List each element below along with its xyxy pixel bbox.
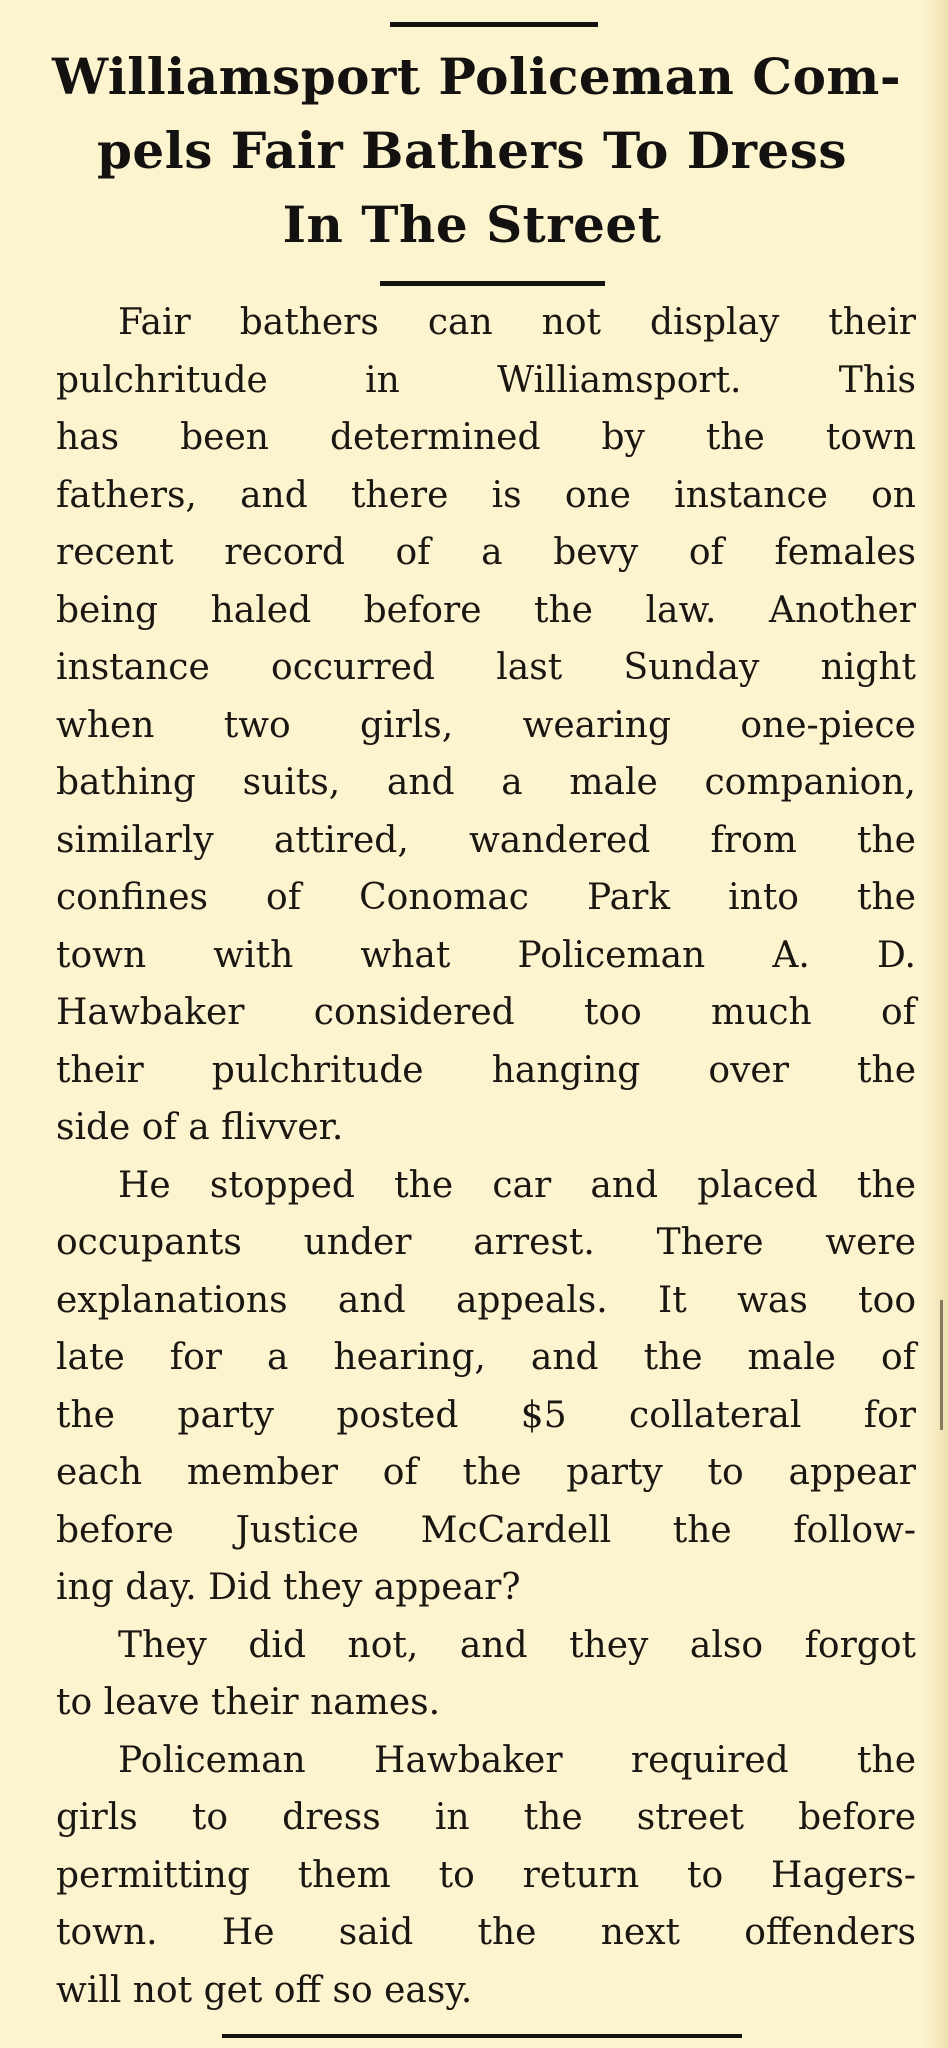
article-line: before Justice McCardell the follow- xyxy=(56,1509,916,1551)
article-line: town. He said the next offenders xyxy=(56,1912,916,1953)
adjacent-column-fragment xyxy=(940,1300,943,1430)
article-line: pulchritude in Williamsport. This xyxy=(56,359,916,401)
headline-line: In The Street xyxy=(282,195,662,254)
article-line: explanations and appeals. It was too xyxy=(56,1279,916,1321)
article-line: permitting them to return to Hagers- xyxy=(56,1854,916,1896)
headline-line: Williamsport Policeman Com- xyxy=(52,47,902,106)
article-line: town with what Policeman A. D. xyxy=(56,934,916,976)
article-paragraph xyxy=(56,1732,916,2020)
article-line: being haled before the law. Another xyxy=(56,589,916,631)
article-line: their pulchritude hanging over the xyxy=(56,1049,916,1091)
article-line: recent record of a bevy of females xyxy=(56,532,916,573)
article-line: Fair bathers can not display their xyxy=(118,302,916,343)
article-line: bathing suits, and a male companion, xyxy=(56,762,916,803)
article-line: fathers, and there is one instance on xyxy=(56,474,916,516)
article-line: has been determined by the town xyxy=(56,417,916,458)
article-line: the party posted $5 collateral for xyxy=(56,1394,916,1436)
headline-top-rule xyxy=(390,22,598,27)
article-paragraph xyxy=(56,294,916,1157)
article-line: occupants under arrest. There were xyxy=(56,1222,916,1263)
article-line: girls to dress in the street before xyxy=(56,1797,916,1838)
article-line: He stopped the car and placed the xyxy=(118,1164,916,1206)
article-paragraph xyxy=(56,1157,916,1617)
article-line: late for a hearing, and the male of xyxy=(56,1337,916,1378)
article-line: confines of Conomac Park into the xyxy=(56,877,916,918)
article-line: They did not, and they also forgot xyxy=(118,1624,916,1666)
article-line: similarly attired, wandered from the xyxy=(56,819,916,861)
headline-bottom-rule xyxy=(380,281,605,286)
article-line: Policeman Hawbaker required the xyxy=(118,1739,916,1781)
article-bottom-rule xyxy=(222,2034,742,2038)
article-line: instance occurred last Sunday night xyxy=(56,647,916,688)
article-line: Hawbaker considered too much of xyxy=(56,992,916,1033)
article-body xyxy=(56,294,916,2019)
article-line: will not get off so easy. xyxy=(56,1969,473,2011)
article-line: ing day. Did they appear? xyxy=(56,1567,521,1608)
article-line: when two girls, wearing one-piece xyxy=(56,704,916,746)
article-paragraph xyxy=(56,1617,916,1732)
article-line: to leave their names. xyxy=(56,1682,441,1723)
article-line: side of a flivver. xyxy=(56,1107,344,1148)
page-edge-shadow xyxy=(926,0,948,2048)
article-line: each member of the party to appear xyxy=(56,1452,916,1493)
headline xyxy=(52,40,902,262)
headline-line: pels Fair Bathers To Dress xyxy=(96,121,848,180)
